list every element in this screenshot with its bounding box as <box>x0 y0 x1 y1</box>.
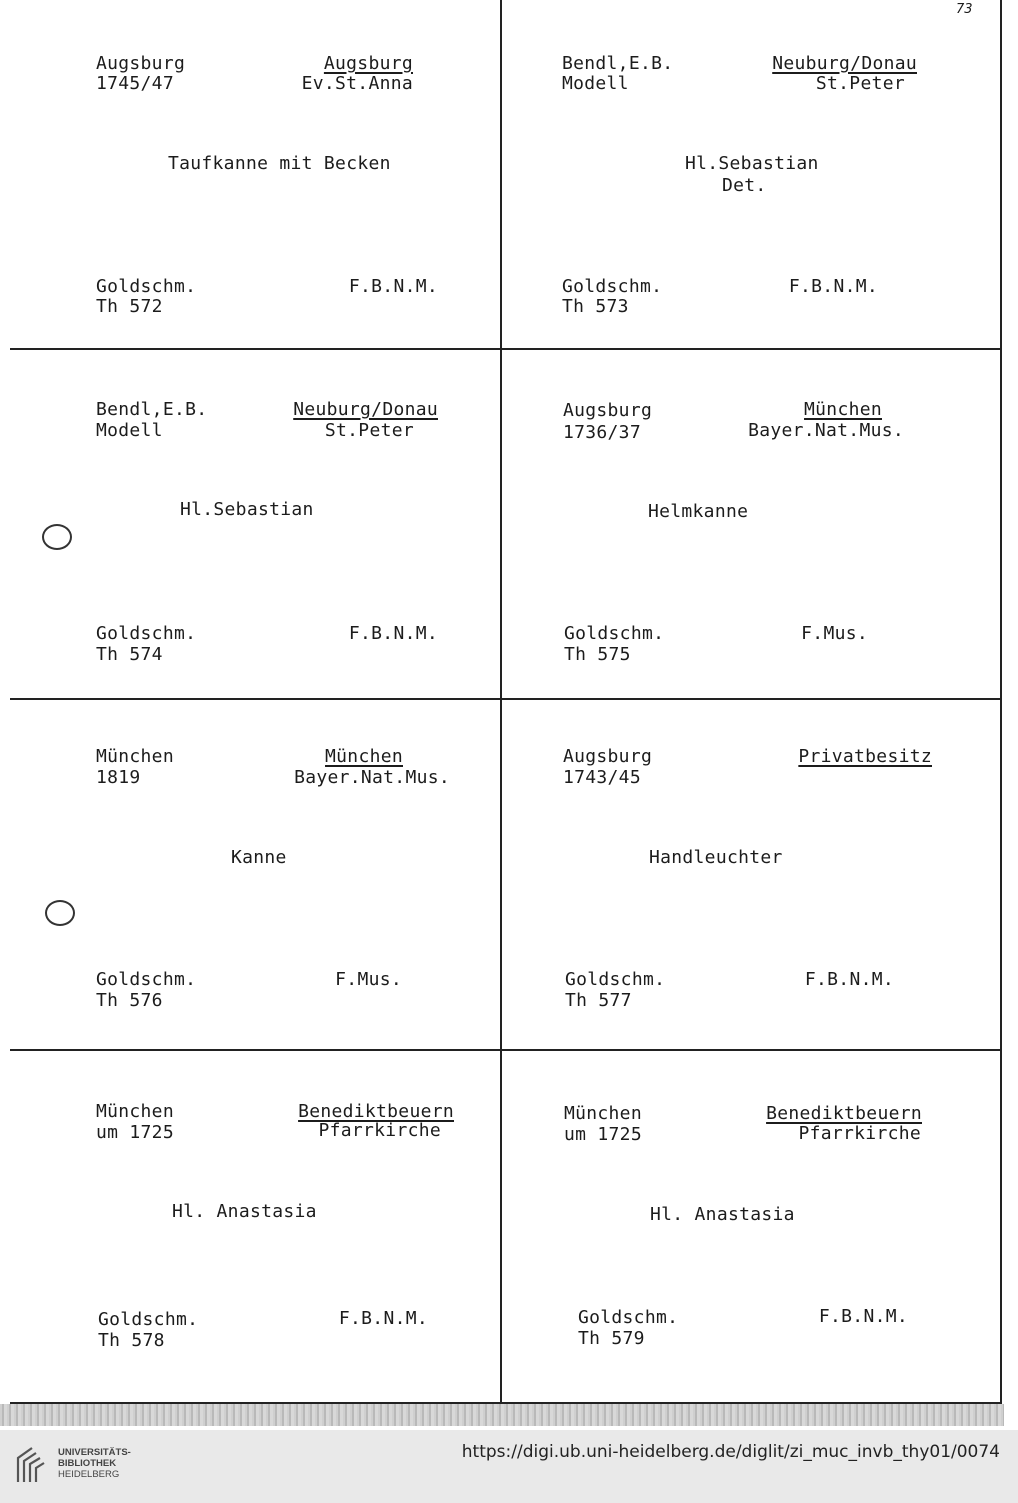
grid-divider-vertical <box>500 0 502 1404</box>
card-category: Goldschm. <box>565 969 666 990</box>
card-category: Goldschm. <box>562 276 663 297</box>
sheet-edge-right <box>1000 0 1002 1404</box>
card-object-title: Kanne <box>231 847 287 868</box>
card-date: 1743/45 <box>563 767 641 788</box>
card-category: Goldschm. <box>96 276 197 297</box>
card-photo-source: F.Mus. <box>335 969 402 990</box>
card-photo-source: F.B.N.M. <box>348 623 438 644</box>
card-maker: Augsburg <box>96 53 186 74</box>
card-location: Bayer.Nat.Mus. <box>294 767 450 788</box>
card-reference: Th 574 <box>96 644 163 665</box>
card-date: 1819 <box>96 767 141 788</box>
card-location: Bayer.Nat.Mus. <box>748 420 904 441</box>
card-object-title: Helmkanne <box>648 501 749 522</box>
card-place: München <box>804 399 882 420</box>
card-category: Goldschm. <box>564 623 665 644</box>
grid-divider-row-2 <box>10 698 1002 700</box>
card-date: um 1725 <box>564 1124 642 1145</box>
library-logo-icon <box>14 1444 48 1484</box>
logo-line: BIBLIOTHEK <box>58 1458 117 1469</box>
card-location: Ev.St.Anna <box>301 73 413 94</box>
card-location: St.Peter <box>815 73 905 94</box>
punch-hole-icon <box>45 900 75 926</box>
card-reference: Th 575 <box>564 644 631 665</box>
card-maker: Bendl,E.B. <box>562 53 674 74</box>
card-place: Privatbesitz <box>798 746 932 767</box>
card-maker: München <box>564 1103 642 1124</box>
card-photo-source: F.B.N.M. <box>348 276 438 297</box>
card-reference: Th 576 <box>96 990 163 1011</box>
card-category: Goldschm. <box>98 1309 199 1330</box>
logo-line: UNIVERSITÄTS- <box>58 1447 131 1458</box>
card-place: Neuburg/Donau <box>772 53 917 74</box>
card-maker: München <box>96 746 174 767</box>
card-reference: Th 572 <box>96 296 163 317</box>
card-reference: Th 578 <box>98 1330 165 1351</box>
card-photo-source: F.B.N.M. <box>338 1308 428 1329</box>
card-object-title: Handleuchter <box>649 847 783 868</box>
card-reference: Th 577 <box>565 990 632 1011</box>
card-place: Benediktbeuern <box>766 1103 922 1124</box>
card-category: Goldschm. <box>96 623 197 644</box>
card-place: Benediktbeuern <box>298 1101 454 1122</box>
card-object-title: Taufkanne mit Becken <box>168 153 391 174</box>
punch-hole-icon <box>42 524 72 550</box>
scan-sheet-edge <box>0 1404 1004 1426</box>
card-date: Modell <box>562 73 629 94</box>
permalink-url[interactable]: https://digi.ub.uni-heidelberg.de/diglit/zi_muc_invb_thy01/0074 <box>461 1442 1000 1462</box>
card-date: 1736/37 <box>563 422 641 443</box>
card-place: München <box>325 746 403 767</box>
card-object-detail: Det. <box>722 175 767 196</box>
card-object-title: Hl. Anastasia <box>650 1204 795 1225</box>
card-location: St.Peter <box>324 420 414 441</box>
grid-divider-row-3 <box>10 1049 1002 1051</box>
card-maker: Bendl,E.B. <box>96 399 208 420</box>
card-photo-source: F.Mus. <box>801 623 868 644</box>
card-location: Pfarrkirche <box>318 1120 441 1141</box>
card-location: Pfarrkirche <box>798 1123 921 1144</box>
library-logo-text <box>58 1447 131 1480</box>
grid-divider-row-1 <box>10 348 1002 350</box>
card-date: Modell <box>96 420 163 441</box>
card-date: um 1725 <box>96 1122 174 1143</box>
card-photo-source: F.B.N.M. <box>788 276 878 297</box>
card-maker: München <box>96 1101 174 1122</box>
card-category: Goldschm. <box>578 1307 679 1328</box>
card-maker: Augsburg <box>563 746 653 767</box>
card-category: Goldschm. <box>96 969 197 990</box>
card-maker: Augsburg <box>563 400 653 421</box>
viewer-footer <box>0 1430 1018 1503</box>
logo-line: HEIDELBERG <box>58 1469 120 1480</box>
card-date: 1745/47 <box>96 73 174 94</box>
card-reference: Th 579 <box>578 1328 645 1349</box>
card-object-title: Hl. Anastasia <box>172 1201 317 1222</box>
card-place: Neuburg/Donau <box>293 399 438 420</box>
card-reference: Th 573 <box>562 296 629 317</box>
card-object-title: Hl.Sebastian <box>180 499 314 520</box>
card-photo-source: F.B.N.M. <box>804 969 894 990</box>
card-place: Augsburg <box>323 53 413 74</box>
card-photo-source: F.B.N.M. <box>818 1306 908 1327</box>
page-number: 73 <box>956 2 973 17</box>
card-object-title: Hl.Sebastian <box>685 153 819 174</box>
